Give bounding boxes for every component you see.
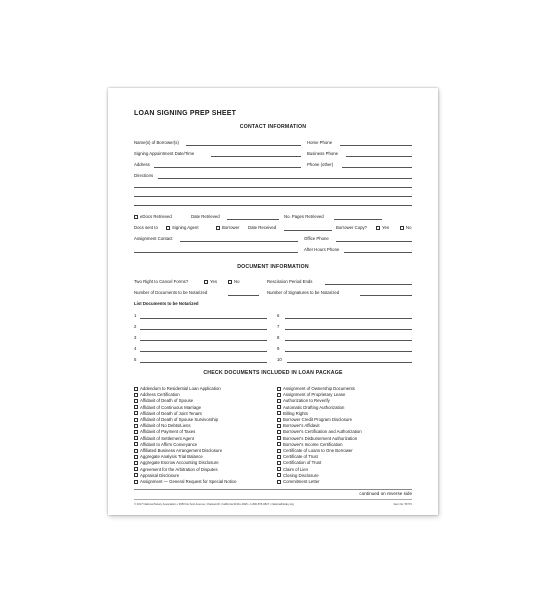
check-item-checkbox[interactable] [277,455,281,459]
check-item-label: Assignment of Ownership Documents [283,386,355,391]
list-field-4[interactable] [140,351,267,352]
two-right-label: Two Right to Cancel Forms? [134,279,189,284]
list-number: 8 [277,335,280,340]
list-number: 7 [277,324,280,329]
edocs-label: eDocs Retrieved [140,214,172,219]
check-item-label: Agreement for the Arbitration of Disputes [140,466,218,472]
check-item-label: Affidavit of Settlement Agent [140,435,194,441]
check-item-label: Affidavit of No Debts/Liens [140,423,191,429]
borrowers-label: Name(s) of Borrower(s) [134,140,179,145]
date-received-field[interactable] [284,230,332,231]
check-item-checkbox[interactable] [134,387,138,391]
no-pages-label: No. Pages Retrieved [284,214,324,219]
check-item-checkbox[interactable] [134,418,138,422]
two-right-yes-label: Yes [210,279,218,284]
two-right-no-checkbox[interactable] [228,280,232,284]
check-item-checkbox[interactable] [134,467,138,471]
list-field-10[interactable] [287,362,412,363]
signing-appointment-label: Signing Appointment Date/Time [134,151,195,156]
check-item [134,479,237,484]
check-item [134,429,195,434]
check-item-label: Assignment of Proprietary Lease [283,392,346,398]
signing-appointment-field[interactable] [211,156,301,157]
check-item [277,436,357,441]
check-item-checkbox[interactable] [277,480,281,484]
footer-item-number: Item No. 56772 [393,503,412,506]
check-item [134,454,203,459]
num-notarized-label: Number of Documents to be Notarized [134,290,208,295]
check-item-checkbox[interactable] [277,399,281,403]
list-number: 9 [277,346,280,351]
check-item-label: Borrower Credit Program Disclosure [283,417,353,422]
check-item-label: Borrower's Disbursement Authorization [283,435,358,441]
check-item-label: Aggregate Escrow Accounting Disclosure [140,460,219,466]
contact-section-heading: CONTACT INFORMATION [239,124,307,130]
check-item-label: Borrower's Certification and Authorization [283,429,362,435]
check-item-label: Affidavit of Death of Spouse Survivorship [140,417,219,422]
phone-other-label: Phone (other) [307,162,334,167]
list-number: 6 [277,313,280,318]
list-number: 5 [134,357,137,362]
check-item [277,460,321,465]
check-item-label: Affidavit to Affirm Conveyance [140,441,198,447]
check-item [134,386,221,391]
signing-agent-checkbox[interactable] [166,226,170,230]
check-item-label: Certificate of Loans to One Borrower [283,448,353,453]
check-item-checkbox[interactable] [277,424,281,428]
check-item [134,405,201,410]
check-item-checkbox[interactable] [277,449,281,453]
office-phone-label: Office Phone [304,236,329,241]
assignment-contact-field-1[interactable] [180,241,298,242]
check-item-checkbox[interactable] [134,436,138,440]
check-item-label: Affiliated Business Arrangement Disclosure [140,448,223,453]
check-item-label: Aggregate Analysis Trial Balance [140,454,203,460]
list-number: 4 [134,346,137,351]
check-item [277,417,352,422]
check-item-label: Affidavit of Continuous Marriage [140,404,202,410]
borrower-copy-no-checkbox[interactable] [400,226,404,230]
check-item-label: Certificate of Trust [283,454,318,460]
check-item-label: Addendum to Residential Loan Application [140,386,221,391]
list-field-3[interactable] [140,340,267,341]
directions-field-3[interactable] [134,196,412,197]
after-hours-field[interactable] [344,252,412,253]
check-item-label: Affidavit of Death of Joint Tenant [140,410,202,416]
check-item [134,392,180,397]
check-item-label: Address Certification [140,392,180,398]
num-signatures-field[interactable] [360,295,412,296]
borrower-copy-yes-label: Yes [382,225,390,230]
check-item [134,473,179,478]
prep-sheet-page [108,88,438,515]
check-item [134,460,219,465]
check-item-checkbox[interactable] [277,461,281,465]
directions-field-1[interactable] [158,178,412,179]
check-item-checkbox[interactable] [134,449,138,453]
check-item-label: Appraisal Disclosure [140,472,180,478]
check-item-label: Claim of Lien [283,466,309,472]
after-hours-label: After Hours Phone [304,247,340,252]
directions-field-2[interactable] [134,187,412,188]
check-item-checkbox[interactable] [134,473,138,477]
list-field-2[interactable] [140,329,267,330]
business-phone-label: Business Phone [307,151,339,156]
check-item-label: Borrower's Affidavit [283,423,320,429]
list-field-5[interactable] [140,362,267,363]
check-item [134,398,193,403]
list-field-9[interactable] [285,351,412,352]
check-item-checkbox[interactable] [134,405,138,409]
check-item [277,392,345,397]
check-item [134,411,202,416]
list-field-8[interactable] [285,340,412,341]
borrower-checkbox[interactable] [216,226,220,230]
check-item [277,429,362,434]
check-item [277,479,320,484]
assignment-contact-label: Assignment Contact [134,236,173,241]
check-item-checkbox[interactable] [277,405,281,409]
check-item [277,473,319,478]
check-item-label: Authorization to Reverify [283,398,330,404]
check-item-label: Affidavit of Payment of Taxes [140,429,196,435]
list-number: 1 [134,313,137,318]
check-item [134,417,218,422]
date-retrieved-label: Date Retrieved [191,214,220,219]
check-item [277,398,330,403]
edocs-checkbox[interactable] [134,215,138,219]
directions-label: Directions [134,173,154,178]
document-section-heading: DOCUMENT INFORMATION [237,264,309,270]
list-field-7[interactable] [285,329,412,330]
check-item-checkbox[interactable] [277,430,281,434]
check-item [277,442,343,447]
date-retrieved-field[interactable] [227,219,279,220]
signing-agent-option [166,225,199,230]
check-item-label: Certification of Trust [283,460,322,466]
check-item [277,411,308,416]
check-item-checkbox[interactable] [277,387,281,391]
check-item [134,423,191,428]
check-item [277,467,308,472]
office-phone-field[interactable] [336,241,412,242]
check-item-checkbox[interactable] [134,430,138,434]
two-right-yes-checkbox[interactable] [204,280,208,284]
list-notarized-heading: List Documents to be Notarized [134,301,199,306]
list-number: 10 [277,357,282,362]
home-phone-field[interactable] [340,145,412,146]
directions-field-4[interactable] [134,205,412,206]
continued-divider [134,489,412,490]
check-item-checkbox[interactable] [277,418,281,422]
continued-note: continued on reverse side [359,491,412,496]
list-field-6[interactable] [285,318,412,319]
check-item-label: Affidavit of Death of Spouse [140,398,194,404]
check-item-checkbox[interactable] [277,473,281,477]
signing-agent-label: Signing Agent [172,225,199,230]
edocs-row [134,214,172,219]
address-label: Address [134,162,150,167]
check-item-checkbox[interactable] [134,461,138,465]
home-phone-label: Home Phone [307,140,333,145]
check-item-label: Borrower's Income Certification [283,441,343,447]
check-item [277,386,355,391]
check-item [134,442,197,447]
form-title: LOAN SIGNING PREP SHEET [134,110,237,117]
phone-other-field[interactable] [342,167,412,168]
check-item-checkbox[interactable] [134,393,138,397]
borrower-copy-yes-checkbox[interactable] [376,226,380,230]
check-item-checkbox[interactable] [134,442,138,446]
borrower-copy-yes [376,225,389,230]
assignment-contact-field-2[interactable] [134,252,298,253]
check-item-checkbox[interactable] [277,393,281,397]
check-item-checkbox[interactable] [134,411,138,415]
borrower-copy-label: Borrower Copy? [336,225,368,230]
two-right-yes [204,279,217,284]
footer-divider [134,499,412,500]
docs-sent-to-label: Docs sent to [134,225,158,230]
check-item [134,436,194,441]
two-right-no [228,279,240,284]
check-item-checkbox[interactable] [277,411,281,415]
footer-copyright: © 2017 National Notary Association • 9350 De Soto Avenue, Chatsworth, California 91311-4926 • 1-800-876-6827 • NationalNotary.org [134,503,294,506]
check-item-checkbox[interactable] [134,455,138,459]
borrower-copy-no [400,225,412,230]
check-item [134,448,222,453]
check-item-label: Assignment — General Request for Special Notice [140,479,237,484]
num-notarized-field[interactable] [228,295,259,296]
check-item [277,454,318,459]
two-right-no-label: No [234,279,240,284]
check-item [134,467,218,472]
check-item-checkbox[interactable] [277,442,281,446]
check-item [277,423,320,428]
check-item-checkbox[interactable] [277,436,281,440]
check-item-checkbox[interactable] [134,399,138,403]
check-section-heading: CHECK DOCUMENTS INCLUDED IN LOAN PACKAGE [203,370,343,376]
list-field-1[interactable] [140,318,267,319]
check-item-checkbox[interactable] [134,480,138,484]
date-received-label: Date Received [248,225,277,230]
num-signatures-label: Number of Signatures to be Notarized [267,290,340,295]
list-number: 2 [134,324,137,329]
check-item-label: Commitment Letter [283,479,320,484]
check-item [277,405,344,410]
borrower-option [216,225,239,230]
rescission-field[interactable] [325,284,412,285]
business-phone-field[interactable] [346,156,412,157]
list-number: 3 [134,335,137,340]
check-item-label: Billing Rights [283,410,308,416]
check-item-checkbox[interactable] [277,467,281,471]
borrower-label: Borrower [222,225,240,230]
no-pages-field[interactable] [334,219,382,220]
check-item [277,448,353,453]
address-field[interactable] [154,167,301,168]
check-item-label: Automatic Drafting Authorization [283,404,345,410]
check-item-checkbox[interactable] [134,424,138,428]
borrower-copy-no-label: No [406,225,412,230]
rescission-label: Rescission Period Ends [267,279,313,284]
check-item-label: Closing Disclosure [283,472,319,478]
borrowers-field[interactable] [186,145,301,146]
